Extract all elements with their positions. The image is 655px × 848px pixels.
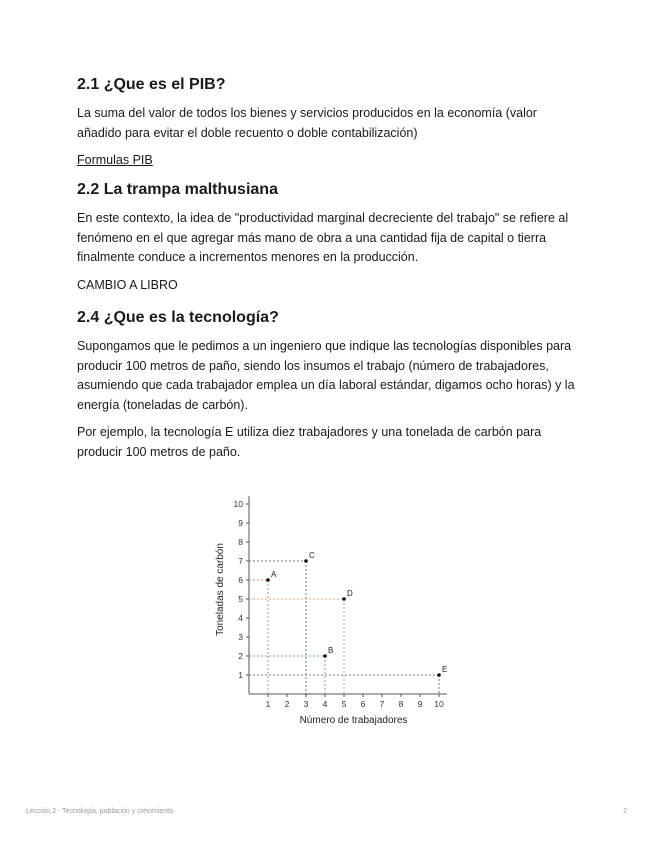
paragraph-tecnologia-1: Supongamos que le pedimos a un ingeniero que indique las tecnologías disponibles para producir 100 metros de paño, siendo los insumos el trabajo (número de trabajadores, asumiendo que cada trabajador emplea un día laboral estándar, digamos ocho horas) y la energía (toneladas de carbón). — [77, 339, 575, 412]
y-tick-label: 10 — [233, 499, 243, 509]
x-tick-label: 1 — [265, 699, 271, 709]
y-tick-label: 9 — [238, 518, 243, 528]
point-c — [304, 559, 308, 563]
y-tick-label: 3 — [238, 632, 243, 642]
y-tick-label: 1 — [238, 670, 243, 680]
y-tick-label: 5 — [238, 594, 243, 604]
point-label-e: E — [442, 665, 448, 674]
page-footer — [26, 808, 627, 815]
point-b — [323, 654, 327, 658]
y-tick-label: 4 — [238, 613, 243, 623]
y-tick-label: 6 — [238, 575, 243, 585]
x-tick-label: 8 — [398, 699, 404, 709]
x-axis-title: Número de trabajadores — [299, 715, 408, 726]
point-label-b: B — [328, 646, 334, 655]
note-cambio: CAMBIO A LIBRO — [77, 277, 178, 292]
section-title-malthus: 2.2 La trampa malthusiana — [77, 181, 278, 198]
y-axis-title: Toneladas de carbón — [215, 543, 226, 636]
point-label-d: D — [347, 589, 353, 598]
formulas-pib-link[interactable]: Formulas PIB — [77, 153, 153, 167]
x-tick-label: 2 — [284, 699, 290, 709]
x-tick-label: 7 — [379, 699, 385, 709]
technology-chart — [205, 490, 465, 740]
x-tick-label: 6 — [360, 699, 366, 709]
y-tick-label: 7 — [238, 556, 243, 566]
section-title-pib: 2.1 ¿Que es el PIB? — [77, 76, 226, 93]
point-label-c: C — [309, 551, 315, 560]
document-body — [77, 74, 577, 470]
section-title-tecnologia: 2.4 ¿Que es la tecnología? — [77, 309, 279, 326]
point-d — [342, 597, 346, 601]
paragraph-malthus: En este contexto, la idea de "productividad marginal decreciente del trabajo" se refiere al fenómeno en el que agregar más mano de obra a una cantidad fija de capital o tierra finalmente conduce a incrementos menores en la producción. — [77, 211, 569, 264]
footer-title: Lección 2 - Tecnología, población y crecimiento — [26, 808, 173, 815]
point-e — [437, 673, 441, 677]
point-label-a: A — [271, 570, 277, 579]
paragraph-pib: La suma del valor de todos los bienes y servicios producidos en la economía (valor añadido para evitar el doble recuento o doble contabilización) — [77, 106, 537, 140]
point-a — [266, 578, 270, 582]
x-tick-label: 10 — [434, 699, 444, 709]
x-tick-label: 5 — [341, 699, 347, 709]
x-tick-label: 3 — [303, 699, 309, 709]
paragraph-tecnologia-2: Por ejemplo, la tecnología E utiliza diez trabajadores y una tonelada de carbón para producir 100 metros de paño. — [77, 425, 542, 459]
page-number: 2 — [623, 808, 627, 815]
x-tick-label: 4 — [322, 699, 328, 709]
x-tick-label: 9 — [417, 699, 423, 709]
y-tick-label: 8 — [238, 537, 243, 547]
y-tick-label: 2 — [238, 651, 243, 661]
chart-svg — [205, 490, 465, 740]
